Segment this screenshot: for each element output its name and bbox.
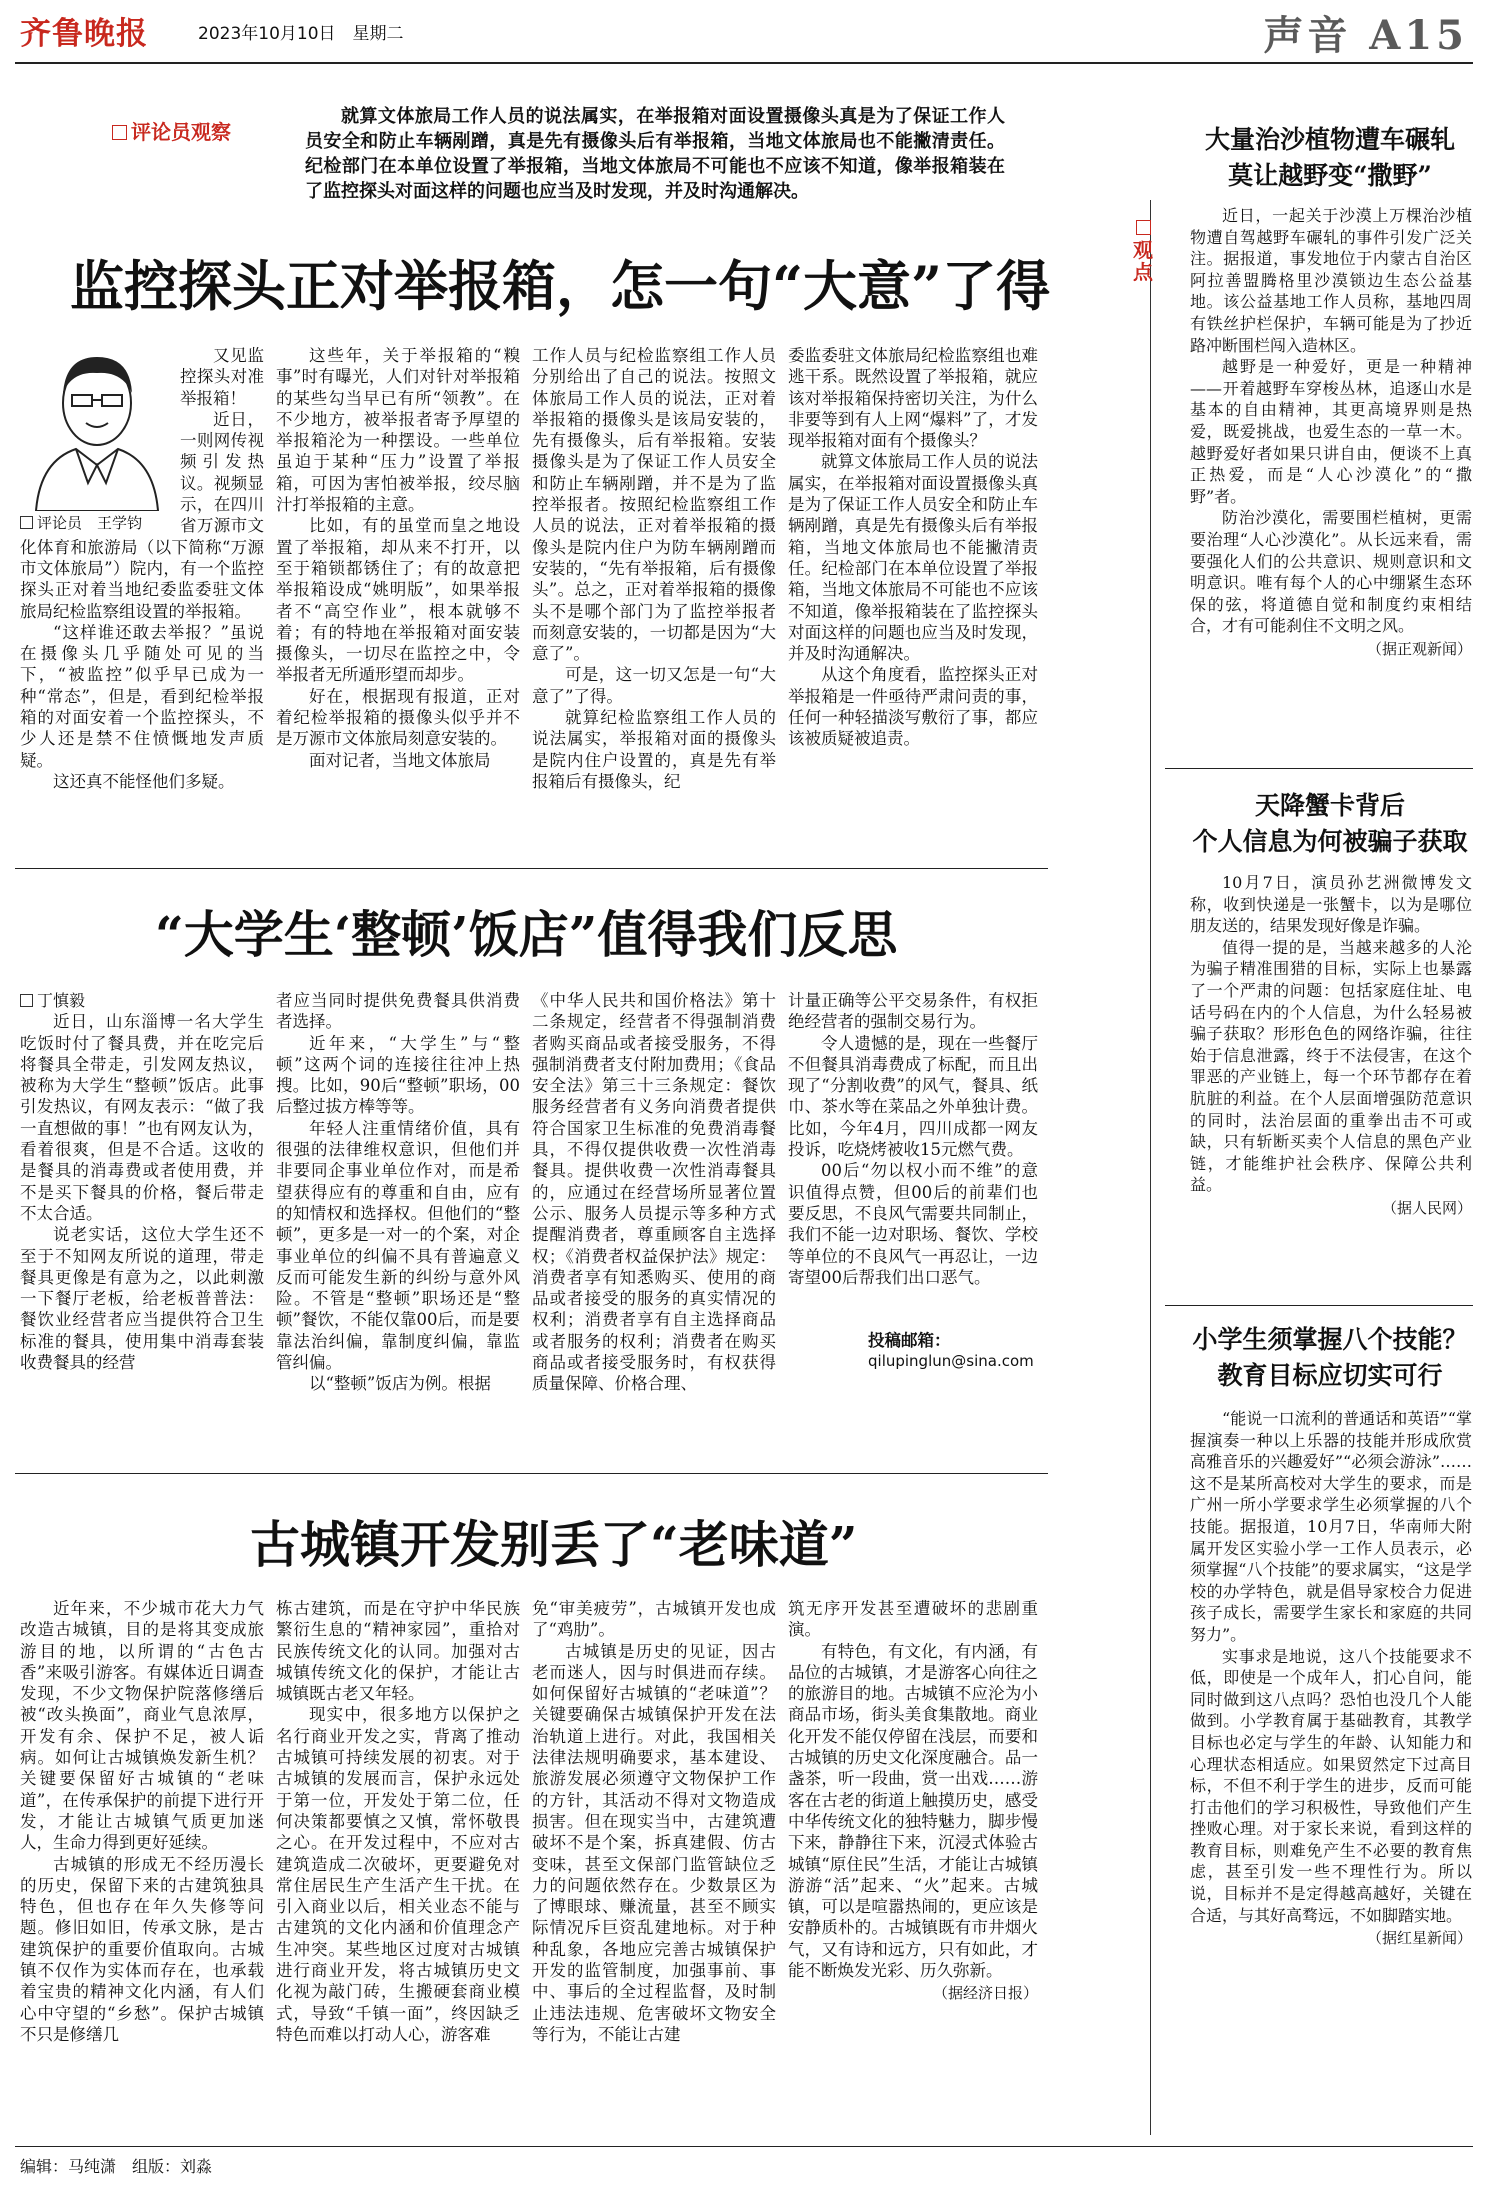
divider	[15, 868, 1048, 869]
sidebar-a1-title	[1185, 122, 1475, 194]
article3-col3: 免“审美疲劳”，古城镇开发也成了“鸡肋”。 古城镇是历史的见证，因古老而迷人，因与时俱进而存续。如何保留好古城镇的“老味道”？关键要确保古城镇保护开发在法治轨道上进行。对此，我国相关法律法规明确要求，基本建设、旅游发展必须遵守文物保护工作的方针，其活动不得对文物造成损害。但在现实当中，古建筑遭破坏不是个案，拆真建假、仿古变味，甚至文保部门监管缺位乏力的问题依然存在。少数景区为了博眼球、赚流量，甚至不顾实际情况斥巨资乱建地标。对于种种乱象，各地应完善古城镇保护开发的监管制度，加强事前、事中、事后的全过程监督，及时制止违法违规、危害破坏文物安全等行为，不能让古建	[532, 1599, 776, 2044]
lead-summary: 就算文体旅局工作人员的说法属实，在举报箱对面设置摄像头真是为了保证工作人员安全和防止车辆剐蹭，真是先有摄像头后有举报箱，当地文体旅局也不能撇清责任。纪检部门在本单位设置了举报箱，当地文体旅局不可能也不应该不知道，像举报箱装在了监控探头对面这样的问题也应当及时发现，并及时沟通解决。	[305, 106, 1005, 202]
article3-col1: 近年来，不少城市花大力气改造古城镇，目的是将其变成旅游目的地，以所谓的“古色古香”来吸引游客。有媒体近日调查发现，不少文物保护院落修缮后被“改头换面”，商业气息浓厚，开发有余、保护不足，被人诟病。如何让古城镇焕发新生机？关键要保留好古城镇的“老味道”，在传承保护的前提下进行开发，才能让古城镇气质更加迷人，生命力得到更好延续。 古城镇的形成无不经历漫长的历史，保留下来的古建筑独具特色，但也存在年久失修等问题。修旧如旧，传承文脉，是古建筑保护的重要价值取向。古城镇不仅作为实体而存在，也承载着宝贵的精神文化内涵，有人们心中守望的“乡愁”。保护古城镇不只是修缮几	[20, 1599, 264, 2044]
sidebar-divider	[1150, 200, 1151, 2135]
header-divider	[15, 62, 1473, 64]
sidebar-a2-title	[1185, 788, 1475, 860]
article2-author: 丁慎毅	[37, 991, 86, 1010]
tag-box-icon	[20, 994, 33, 1007]
article2-col1: 丁慎毅 近日，山东淄博一名大学生吃饭时付了餐具费，并在吃完后将餐具全带走，引发网友热议，被称为大学生“整顿”饭店。此事引发热议，有网友表示：“做了我一直想做的事！”也有网友认为，看着很爽，但是不合适。这收的是餐具的消毒费或者使用费，并不是买下餐具的价格，餐后带走不太合适。 说老实话，这位大学生还不至于不知网友所说的道理，带走餐具更像是有意为之，以此刺激一下餐厅老板，给老板普普法：餐饮业经营者应当提供符合卫生标准的餐具，使用集中消毒套装收费餐具的经营	[20, 991, 264, 1373]
sidebar-a1-source: （据正观新闻）	[1366, 639, 1472, 658]
article3-col4: 筑无序开发甚至遭破坏的悲剧重演。 有特色，有文化，有内涵，有品位的古城镇，才是游客心向往之的旅游目的地。古城镇不应沦为小商品市场，街头美食集散地。商业化开发不能仅停留在浅层，而要和古城镇的历史文化深度融合。品一盏茶，听一段曲，赏一出戏……游客在古老的街道上触摸历史，感受中华传统文化的独特魅力，脚步慢下来，静静往下来，沉浸式体验古城镇“原住民”生活，才能让古城镇游游“活”起来、“火”起来。古城镇，可以是喧嚣热闹的，更应该是安静质朴的。古城镇既有市井烟火气，又有诗和远方，只有如此，才能不断焕发光彩、历久弥新。 （据经济日报）	[788, 1598, 1038, 2133]
sidebar-a2-source: （据人民网）	[1381, 1198, 1472, 1217]
issue-date: 2023年10月10日 星期二	[198, 24, 404, 44]
section-name: 声音	[1263, 12, 1352, 59]
divider	[15, 1473, 1048, 1474]
email-address[interactable]: qilupinglun@sina.com	[868, 1352, 1034, 1371]
divider	[1165, 768, 1473, 769]
article1-para: 近日，一则网传视频引发热议。视频显示，在四川省万源市文化体育和旅游局（以下简称“万源市文体旅局”）院内，有一个监控探头正对着当地纪委监委驻文体旅局纪检监察组设置的举报箱。	[20, 409, 264, 621]
title-line: 教育目标应切实可行	[1217, 1361, 1443, 1390]
sidebar-a3-body: “能说一口流利的普通话和英语”“掌握演奏一种以上乐器的技能并形成欣赏高雅音乐的兴趣爱好”“必须会游泳”……这不是某所高校对大学生的要求，而是广州一所小学要求学生必须掌握的八个技能。据报道，10月7日，华南师大附属开发区实验小学一工作人员表示，必须掌握“八个技能”的要求属实，“这是学校的办学特色，就是倡导家校合力促进孩子成长，需要学生家长和家庭的共同努力”。 实事求是地说，这八个技能要求不低，即使是一个成年人，扪心自问，能同时做到这八点吗？恐怕也没几个人能做到。小学教育属于基础教育，其教学目标也必定与学生的年龄、认知能力和心理状态相适应。如果贸然定下过高目标，不但不利于学生的进步，反而可能打击他们的学习积极性，导致他们产生挫败心理。对于家长来说，看到这样的教育目标，则难免产生不必要的教育焦虑，甚至引发一些不理性行为。所以说，目标并不是定得越高越好，关键在合适，与其好高骛远，不如脚踏实地。 （据红星新闻）	[1190, 1408, 1472, 2143]
sidebar-a1-body: 近日，一起关于沙漠上万棵治沙植物遭自驾越野车碾轧的事件引发广泛关注。据报道，事发地位于内蒙古自治区阿拉善盟腾格里沙漠锁边生态公益基地。该公益基地工作人员称，基地四周有铁丝护栏保护，车辆可能是为了抄近路冲断围栏闯入造林区。 越野是一种爱好，更是一种精神——开着越野车穿梭丛林，追逐山水是基本的自由精神，其更高境界则是热爱，既爱挑战，也爱生态的一草一木。越野爱好者如果只讲自由，便谈不上真正热爱，而是“人心沙漠化”的“撒野”者。 防治沙漠化，需要围栏植树，更需要治理“人心沙漠化”。从长远来看，需要强化人们的公共意识、规则意识和文明意识。唯有每个人的心中绷紧生态环保的弦，将道德自觉和制度约束相结合，才有可能刹住不文明之风。 （据正观新闻）	[1190, 205, 1472, 750]
sidebar-a3-source: （据红星新闻）	[1366, 1929, 1472, 1948]
section-title	[1263, 4, 1468, 61]
email-label: 投稿邮箱：	[868, 1331, 951, 1351]
title-line: 小学生须掌握八个技能？	[1192, 1325, 1468, 1354]
article1-col4: 委监委驻文体旅局纪检监察组也难逃干系。既然设置了举报箱，就应该对举报箱保持密切关注，为什么非要等到有人上网“爆料”了，才发现举报箱对面有个摄像头？ 就算文体旅局工作人员的说法属实，在举报箱对面设置摄像头真是为了保证工作人员安全和防止车辆剐蹭，真是先有摄像头后有举报箱，当地文体旅局也不能撇清责任。纪检部门在本单位设置了举报箱，当地文体旅局不可能也不应该不知道，像举报箱装在了监控探头对面这样的问题也应当及时发现，并及时沟通解决。 从这个角度看，监控探头正对举报箱是一件亟待严肃问责的事，任何一种轻描淡写敷衍了事，都应该被质疑被追责。	[788, 346, 1038, 749]
title-line: 天降蟹卡背后	[1254, 791, 1405, 820]
article3-col2: 栋古建筑，而是在守护中华民族繁衍生息的“精神家园”，重拾对民族传统文化的认同。加强对古城镇传统文化的保护，才能让古城镇既古老又年轻。 现实中，很多地方以保护之名行商业开发之实，背离了推动古城镇可持续发展的初衷。对于古城镇的发展而言，保护永远处于第一位，开发处于第二位，任何决策都要慎之又慎，常怀敬畏之心。在开发过程中，不应对古建筑造成二次破坏，更要避免对常住居民生产生活产生干扰。在引入商业以后，相关业态不能与古建筑的文化内涵和价值理念产生冲突。某些地区过度对古城镇进行商业开发，将古城镇历史文化视为敲门砖，生搬硬套商业模式，导致“千镇一面”，终因缺乏特色而难以打动人心，游客难	[276, 1599, 520, 2044]
tag-box-icon	[112, 125, 127, 140]
title-line: 个人信息为何被骗子获取	[1192, 827, 1468, 856]
article2-col2: 者应当同时提供免费餐具供消费者选择。 近年来，“大学生”与“整顿”这两个词的连接往往冲上热搜。比如，90后“整顿”职场，00后整过拔方棒等等。 年轻人注重情绪价值，具有很强的法律维权意识，但他们并非要同企事业单位作对，而是希望获得应有的尊重和自由，应有的知情权和选择权。但他们的“整顿”，更多是一对一的个案，对企事业单位的纠偏不具有普遍意义反而可能发生新的纠纷与意外风险。不管是“整顿”职场还是“整顿”餐饮，不能仅靠00后，而是要靠法治纠偏，靠制度纠偏，靠监管纠偏。 以“整顿”饭店为例。根据	[276, 991, 520, 1394]
title-line: 大量治沙植物遭车碾轧	[1204, 125, 1455, 154]
sidebar-label: 观 点	[1132, 220, 1154, 283]
divider	[1165, 1305, 1473, 1306]
article1-para: “这样谁还敢去举报？”虽说在摄像头几乎随处可见的当下，“被监控”似乎早已成为一种“常态”，但是，看到纪检举报箱的对面安着一个监控探头，不少人还是禁不住愤慨地发声质疑。	[20, 622, 264, 770]
article2-col4: 计量正确等公平交易条件，有权拒绝经营者的强制交易行为。 令人遗憾的是，现在一些餐厅不但餐具消毒费成了标配，而且出现了“分割收费”的风气，餐具、纸巾、茶水等在菜品之外单独计费。比如，今年4月，四川成都一网友投诉，吃烧烤被收15元燃气费。 00后“勿以权小而不维”的意识值得点赞，但00后的前辈们也要反思，不良风气需要共同制止，我们不能一边对职场、餐饮、学校等单位的不良风气一再忍让，一边寄望00后帮我们出口恶气。 投稿邮箱： qilupinglun@sina.com	[788, 990, 1038, 1450]
masthead-logo: 齐鲁晚报	[20, 16, 148, 52]
article1-col2: 这些年，关于举报箱的“糗事”时有曝光，人们对针对举报箱的某些勾当早已有所“领教”。在不少地方，被举报者寄予厚望的举报箱沦为一种摆设。一些单位虽迫于某种“压力”设置了举报箱，可因为害怕被举报，绞尽脑汁打举报箱的主意。 比如，有的虽堂而皇之地设置了举报箱，却从来不打开，以至于箱锁都锈住了；有的故意把举报箱设成“姚明版”，如果举报者不“高空作业”，根本就够不着；有的特地在举报箱对面安装摄像头，一切尽在监控之中，令举报者无所遁形望而却步。 好在，根据现有报道，正对着纪检举报箱的摄像头似乎并不是万源市文体旅局刻意安装的。 面对记者，当地文体旅局	[276, 346, 520, 770]
article2-title: “大学生‘整顿’饭店”值得我们反思	[155, 905, 898, 964]
column-label	[112, 116, 231, 145]
article2-col3: 《中华人民共和国价格法》第十二条规定，经营者不得强制消费者购买商品或者接受服务，不得强制消费者支付附加费用；《食品安全法》第三十三条规定：餐饮服务经营者有义务向消费者提供符合国家卫生标准的免费消毒餐具，不得仅提供收费一次性消毒餐具。提供收费一次性消毒餐具的，应通过在经营场所显著位置公示、服务人员提示等多种方式提醒消费者，尊重顾客自主选择权；《消费者权益保护法》规定：消费者享有知悉购买、使用的商品或者接受的服务的真实情况的权利；消费者享有自主选择商品或者服务的权利；消费者在购买商品或者接受服务时，有权获得质量保障、价格合理、	[532, 991, 776, 1394]
sidebar-a3-title	[1185, 1322, 1475, 1394]
page-number: A15	[1369, 12, 1468, 59]
article1-author: 评论员 王学钧	[20, 512, 142, 533]
article1-para: 这还真不能怪他们多疑。	[53, 771, 235, 791]
article1-para: 又见监控探头对准举报箱！	[180, 346, 264, 408]
sidebar-a2-body: 10月7日，演员孙艺洲微博发文称，收到快递是一张蟹卡，以为是哪位朋友送的，结果发现好像是诈骗。 值得一提的是，当越来越多的人沦为骗子精准围猎的目标，实际上也暴露了一个严肃的问题：包括家庭住址、电话号码在内的个人信息，为什么轻易被骗子获取？形形色色的网络诈骗，往往始于信息泄露，终于不法侵害，在这个罪恶的产业链上，每一个环节都存在着肮脏的利益。在个人层面增强防范意识的同时，法治层面的重拳出击不可或缺，只有斩断买卖个人信息的黑色产业链，才能维护社会秩序、保障公共利益。 （据人民网）	[1190, 872, 1472, 1297]
footer-credits: 编辑：马纯潇 组版：刘淼	[20, 2157, 213, 2176]
article1-col1	[20, 345, 264, 865]
article3-source: （据经济日报）	[932, 1984, 1038, 2003]
article3-title: 古城镇开发别丢了“老味道”	[250, 1515, 858, 1574]
title-line: 莫让越野变“撒野”	[1228, 161, 1432, 190]
column-label-text: 评论员观察	[131, 120, 231, 144]
article1-col3: 工作人员与纪检监察组工作人员分别给出了自己的说法。按照文体旅局工作人员的说法，正对着举报箱的摄像头是该局安装的，先有摄像头，后有举报箱。安装摄像头是为了保证工作人员安全和防止车辆剐蹭，并不是为了监控举报者。按照纪检监察组工作人员的说法，正对着举报箱的摄像头是院内住户为防车辆剐蹭而安装的，“先有举报箱，后有摄像头”。总之，正对着举报箱的摄像头不是哪个部门为了监控举报者而刻意安装的，一切都是因为“大意了”。 可是，这一切又怎是一句“大意了”了得。 就算纪检监察组工作人员的说法属实，举报箱对面的摄像头是院内住户设置的，真是先有举报箱后有摄像头，纪	[532, 346, 776, 791]
footer-divider	[15, 2146, 1473, 2147]
tag-box-icon	[20, 516, 33, 529]
article1-title: 监控探头正对举报箱，怎一句“大意”了得	[70, 254, 1051, 318]
